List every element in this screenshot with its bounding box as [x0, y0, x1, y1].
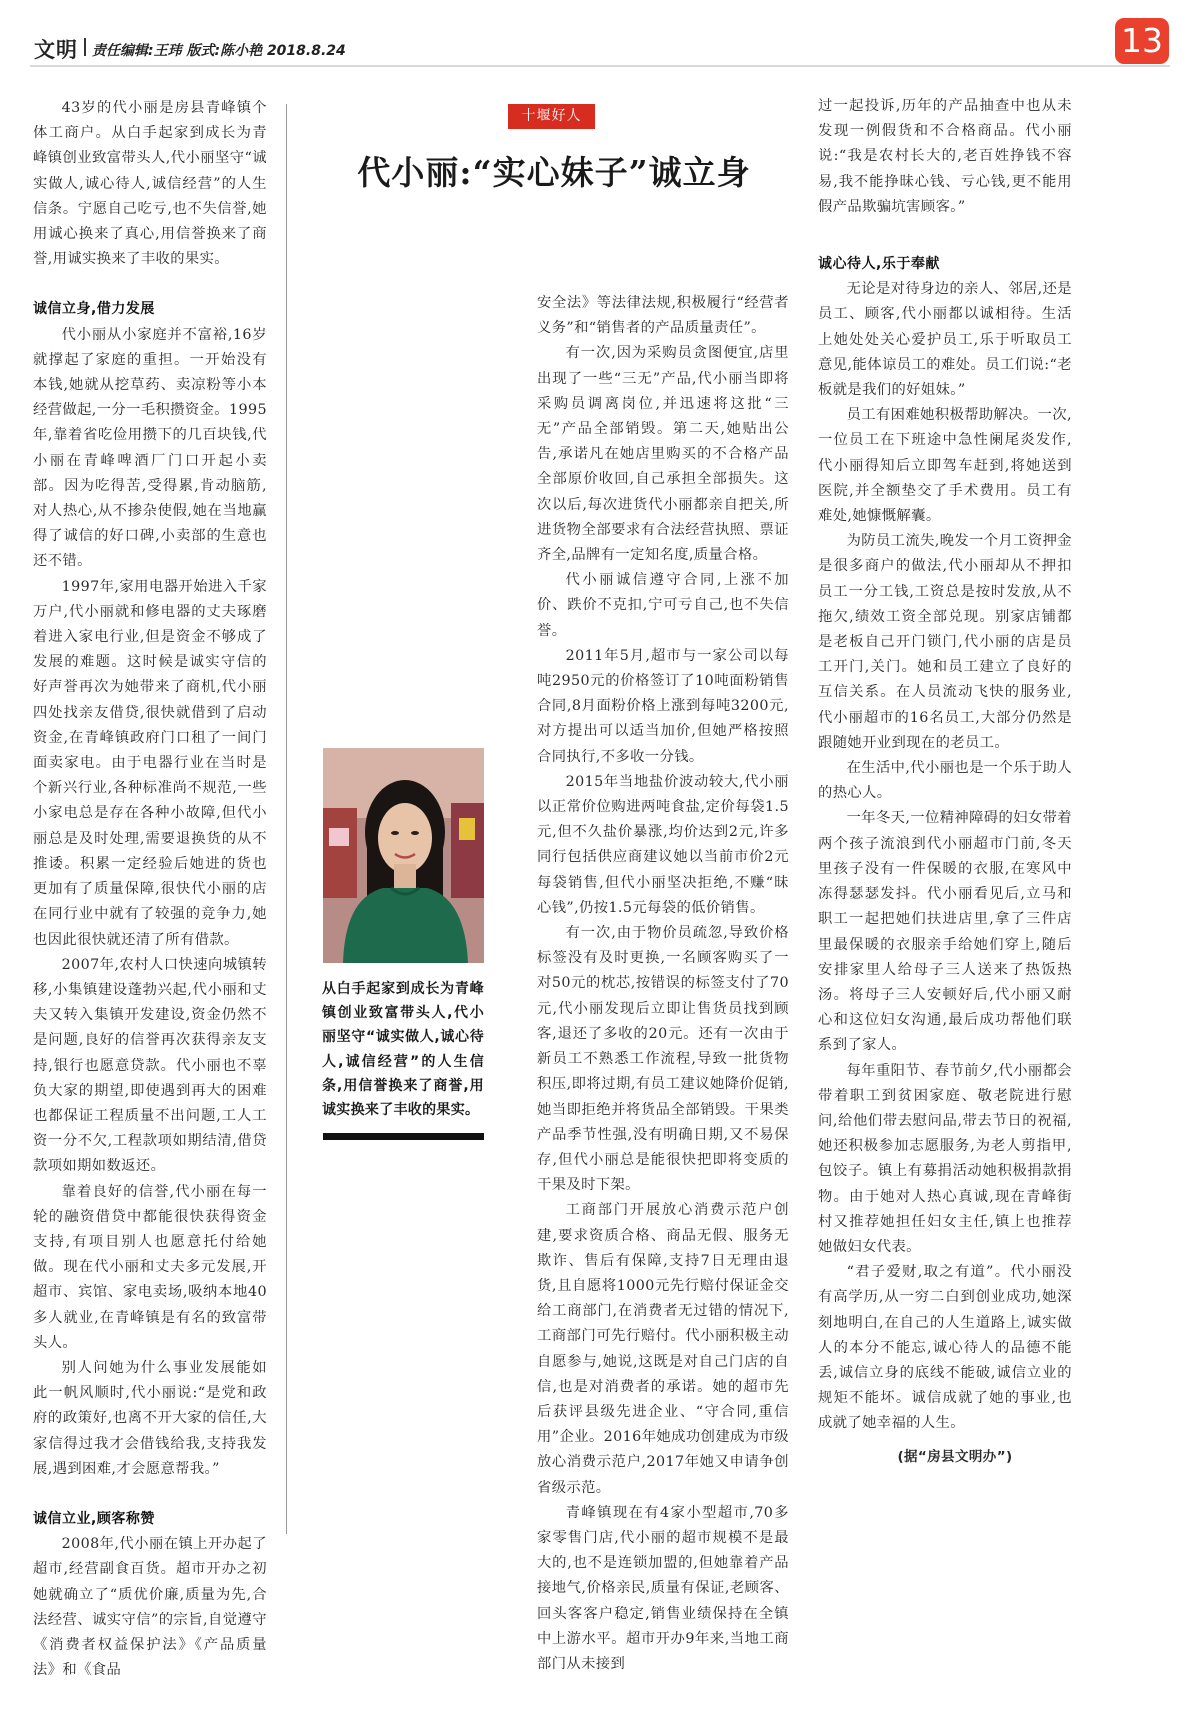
paragraph: 2011年5月,超市与一家公司以每吨2950元的价格签订了10吨面粉销售合同,8月面粉价格上涨到每吨3200元,对方提出可以适当加价,但她严格按照合同执行,不多收一分钱。 — [537, 647, 789, 765]
paragraph: 别人问她为什么事业发展能如此一帆风顺时,代小丽说:“是党和政府的政策好,也离不开大家的信任,大家信得过我才会借钱给我,支持我发展,遇到困难,才会愿意帮我。” — [33, 1359, 267, 1477]
paragraph: 每年重阳节、春节前夕,代小丽都会带着职工到贫困家庭、敬老院进行慰问,给他们带去慰问品,带去节日的祝福,她还积极参加志愿服务,为老人剪指甲,包饺子。镇上有募捐活动她积极捐款捐物。由于她对人热心真诚,现在青峰街村又推荐她担任妇女主任,镇上也推荐她做妇女代表。 — [818, 1062, 1072, 1255]
paragraph: “君子爱财,取之有道”。代小丽没有高学历,从一穷二白到创业成功,她深刻地明白,在自己的人生道路上,诚实做人的本分不能忘,诚心待人的品德不能丢,诚信立身的底线不能破,诚信立业的规矩不能坏。诚信成就了她的事业,也成就了她幸福的人生。 — [818, 1264, 1072, 1432]
subheading: 诚信立业,顾客称赞 — [33, 1510, 155, 1527]
article-column-2 — [537, 291, 789, 1677]
paragraph: 有一次,由于物价员疏忽,导致价格标签没有及时更换,一名顾客购买了一对50元的枕芯,按错误的标签支付了70元,代小丽发现后立即让售货员找到顾客,退还了多收的20元。还有一次由于新员工不熟悉工作流程,导致一批货物积压,即将过期,有员工建议她降价促销,她当即拒绝并将货品全部销毁。干果类产品季节性强,没有明确日期,又不易保存,但代小丽总是能很快把即将变质的干果及时下架。 — [537, 925, 789, 1194]
photo-caption: 从白手起家到成长为青峰镇创业致富带头人,代小丽坚守“诚实做人,诚心待人,诚信经营”的人生信条,用信誉换来了商誉,用诚实换来了丰收的果实。 — [322, 981, 484, 1119]
portrait-photo — [323, 748, 484, 963]
source-credit: (据“房县文明办”) — [897, 1448, 1013, 1465]
article-headline: 代小丽:“实心妹子”诚立身 — [357, 153, 751, 192]
portrait-illustration — [323, 748, 484, 963]
paragraph: 为防员工流失,晚发一个月工资押金是很多商户的做法,代小丽却从不押扣员工一分工钱,工资总是按时发放,从不拖欠,绩效工资全部兑现。别家店铺都是老板自己开门锁门,代小丽的店是员工开门,关门。她和员工建立了良好的互信关系。在人员流动飞快的服务业,代小丽超市的16名员工,大部分仍然是跟随她开业到现在的老员工。 — [818, 533, 1072, 751]
paragraph: 在生活中,代小丽也是一个乐于助人的热心人。 — [818, 760, 1072, 802]
column-divider — [286, 104, 287, 1534]
paragraph: 员工有困难她积极帮助解决。一次,一位员工在下班途中急性阑尾炎发作,代小丽得知后立即驾车赶到,将她送到医院,并全额垫交了手术费用。员工有难处,她慷慨解囊。 — [818, 407, 1072, 525]
paragraph: 代小丽从小家庭并不富裕,16岁就撑起了家庭的重担。一开始没有本钱,她就从挖草药、卖凉粉等小本经营做起,一分一毛积攒资金。1995年,靠着省吃俭用攒下的几百块钱,代小丽在青峰啤酒厂门口开起小卖部。因为吃得苦,受得累,肯动脑筋,对人热心,从不掺杂使假,她在当地赢得了诚信的好口碑,小卖部的生意也还不错。 — [33, 326, 267, 570]
paragraph: 青峰镇现在有4家小型超市,70多家零售门店,代小丽的超市规模不是最大的,也不是连锁加盟的,但她靠着产品接地气,价格亲民,质量有保证,老顾客、回头客客户稳定,销售业绩保持在全镇中上游水平。超市开办9年来,当地工商部门从未接到 — [537, 1504, 789, 1672]
paragraph: 工商部门开展放心消费示范户创建,要求资质合格、商品无假、服务无欺诈、售后有保障,支持7日无理由退货,且自愿将1000元先行赔付保证金交给工商部门,在消费者无过错的情况下,工商部门可先行赔付。代小丽积极主动自愿参与,她说,这既是对自己门店的自信,也是对消费者的承诺。她的超市先后获评县级先进企业、“守合同,重信用”企业。2016年她成功创建成为市级放心消费示范户,2017年她又申请争创省级示范。 — [537, 1202, 789, 1496]
paragraph: 2008年,代小丽在镇上开办起了超市,经营副食百货。超市开办之初她就确立了“质优价廉,质量为先,合法经营、诚实守信”的宗旨,自觉遵守《消费者权益保护法》《产品质量法》和《食品 — [33, 1536, 267, 1679]
article-column-3 — [818, 94, 1072, 1470]
paragraph: 1997年,家用电器开始进入千家万户,代小丽就和修电器的丈夫琢磨着进入家电行业,但是资金不够成了发展的难题。这时候是诚实守信的好声誉再次为她带来了商机,代小丽四处找亲友借贷,很快就借到了启动资金,在青峰镇政府门口租了一间门面卖家电。由于电器行业在当时是个新兴行业,各种标准尚不规范,一些小家电总是存在各种小故障,但代小丽总是及时处理,需要退换货的从不推诿。积累一定经验后她进的货也更加有了质量保障,很快代小丽的店在同行业中就有了较强的竞争力,她也因此很快就还清了所有借款。 — [33, 578, 267, 948]
article-column-1 — [33, 96, 267, 1683]
paragraph: 安全法》等法律法规,积极履行“经营者义务”和“销售者的产品质量责任”。 — [537, 295, 789, 337]
paragraph: 2007年,农村人口快速向城镇转移,小集镇建设蓬勃兴起,代小丽和丈夫又转入集镇开发建设,资金仍然不是问题,良好的信誉再次获得亲友支持,银行也愿意贷款。代小丽也不辜负大家的期望,即使遇到再大的困难也都保证工程质量不出问题,工人工资一分不欠,工程款项如期结清,借贷款项如期如数返还。 — [33, 956, 267, 1175]
paragraph: 2015年当地盐价波动较大,代小丽以正常价位购进两吨食盐,定价每袋1.5元,但不久盐价暴涨,均价达到2元,许多同行包括供应商建议她以当前市价2元每袋销售,但代小丽坚决拒绝,不赚“昧心钱”,仍按1.5元每袋的低价销售。 — [537, 773, 789, 916]
paragraph: 43岁的代小丽是房县青峰镇个体工商户。从白手起家到成长为青峰镇创业致富带头人,代小丽坚守“诚实做人,诚心待人,诚信经营”的人生信条。宁愿自己吃亏,也不失信誉,她用诚心换来了真心,用信誉换来了商誉,用诚实换来了丰收的果实。 — [33, 100, 267, 268]
page-number-badge: 13 — [1115, 18, 1169, 64]
header-divider — [84, 38, 86, 56]
subheading: 诚心待人,乐于奉献 — [818, 256, 940, 273]
header-rule — [30, 65, 1170, 67]
page-header — [0, 0, 1200, 70]
paragraph: 有一次,因为采购员贪图便宜,店里出现了一些“三无”产品,代小丽当即将采购员调离岗位,并迅速将这批“三无”产品全部销毁。第二天,她贴出公告,承诺凡在她店里购买的不合格产品全部原价收回,自己承担全部损失。这次以后,每次进货代小丽都亲自把关,所进货物全部要求有合法经营执照、票证齐全,品牌有一定知名度,质量合格。 — [537, 345, 789, 564]
paragraph: 一年冬天,一位精神障碍的妇女带着两个孩子流浪到代小丽超市门前,冬天里孩子没有一件保暖的衣服,在寒风中冻得瑟瑟发抖。代小丽看见后,立马和职工一起把她们扶进店里,拿了三件店里最保暖的衣服亲手给她们穿上,随后安排家里人给母子三人送来了热饭热汤。将母子三人安顿好后,代小丽又耐心和这位妇女沟通,最后成功帮他们联系到了家人。 — [818, 810, 1072, 1054]
paragraph: 过一起投诉,历年的产品抽查中也从未发现一例假货和不合格商品。代小丽说:“我是农村长大的,老百姓挣钱不容易,我不能挣昧心钱、亏心钱,更不能用假产品欺骗坑害顾客。” — [818, 98, 1072, 215]
paragraph: 无论是对待身边的亲人、邻居,还是员工、顾客,代小丽都以诚相待。生活上她处处关心爱护员工,乐于听取员工意见,能体谅员工的难处。员工们说:“老板就是我们的好姐妹。” — [818, 281, 1072, 399]
paragraph: 代小丽诚信遵守合同,上涨不加价、跌价不克扣,宁可亏自己,也不失信誉。 — [537, 572, 789, 639]
caption-rule — [323, 1133, 484, 1140]
editor-credits: 责任编辑:王玮 版式:陈小艳 2018.8.24 — [92, 43, 346, 59]
subheading: 诚信立身,借力发展 — [33, 301, 155, 318]
paragraph: 靠着良好的信誉,代小丽在每一轮的融资借贷中都能很快获得资金支持,有项目别人也愿意托付给她做。现在代小丽和丈夫多元发展,开超市、宾馆、家电卖场,吸纳本地40多人就业,在青峰镇是有名的致富带头人。 — [33, 1183, 267, 1351]
section-name: 文明 — [34, 38, 78, 62]
kicker-label: 十堰好人 — [508, 104, 595, 129]
